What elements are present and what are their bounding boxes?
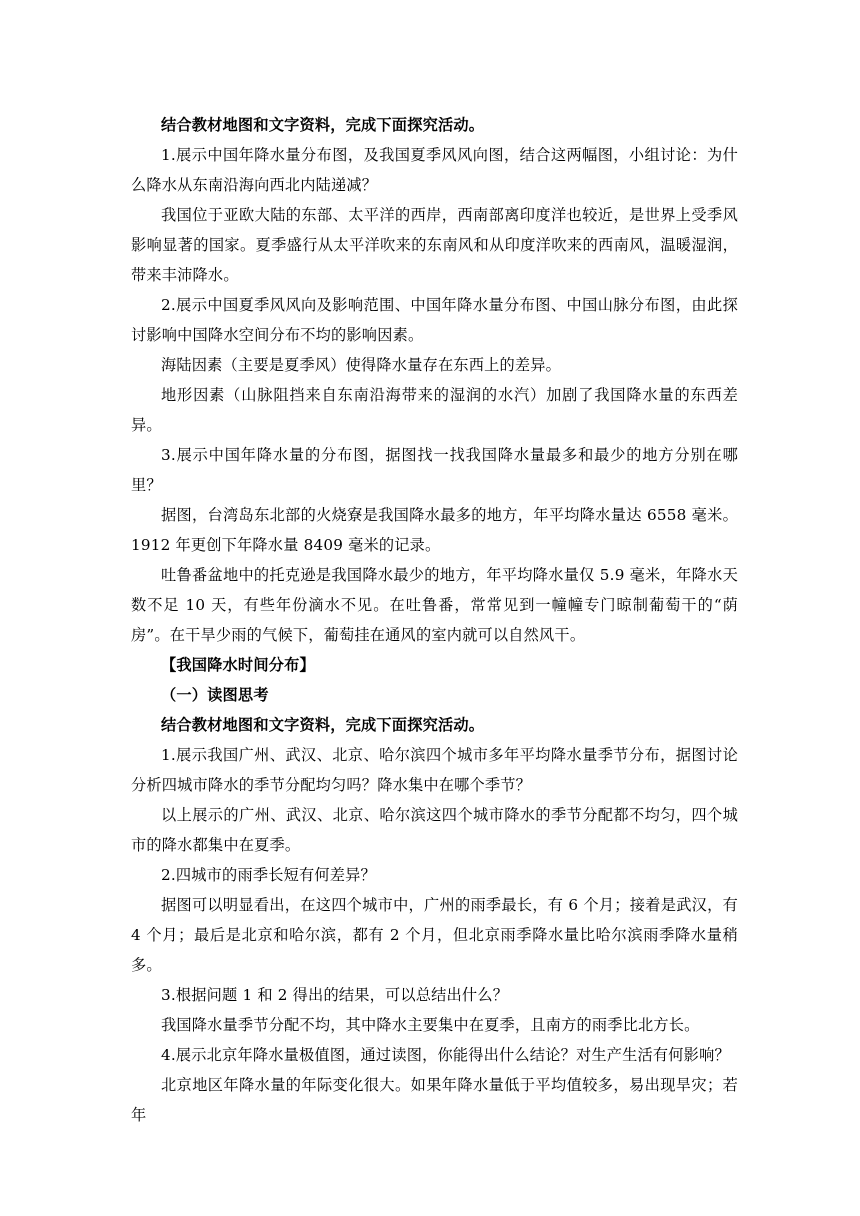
paragraph-question-2: 2.展示中国夏季风风向及影响范围、中国年降水量分布图、中国山脉分布图，由此探讨影响中国降水空间分布不均的影响因素。 bbox=[131, 296, 738, 344]
paragraph-answer-t2: 据图可以明显看出，在这四个城市中，广州的雨季最长，有 6 个月；接着是武汉，有 4 个月；最后是北京和哈尔滨，都有 2 个月，但北京雨季降水量比哈尔滨雨季降水量稍多。 bbox=[131, 896, 738, 974]
paragraph-question-3: 3.展示中国年降水量的分布图，据图找一找我国降水量最多和最少的地方分别在哪里？ bbox=[131, 446, 738, 494]
paragraph-question-t3: 3.根据问题 1 和 2 得出的结果，可以总结出什么？ bbox=[161, 986, 509, 1004]
paragraph-question-t2: 2.四城市的雨季长短有何差异？ bbox=[161, 866, 376, 884]
paragraph-answer-t1: 以上展示的广州、武汉、北京、哈尔滨这四个城市降水的季节分配都不均匀，四个城市的降水都集中在夏季。 bbox=[131, 806, 738, 854]
paragraph-answer-3b: 吐鲁番盆地中的托克逊是我国降水最少的地方，年平均降水量仅 5.9 毫米，年降水天数不足 10 天，有些年份滴水不见。在吐鲁番，常常见到一幢幢专门晾制葡萄干的“荫房”。在干旱少雨的气候下，葡萄挂在通风的室内就可以自然风干。 bbox=[131, 566, 738, 644]
paragraph-answer-2a: 海陆因素（主要是夏季风）使得降水量存在东西上的差异。 bbox=[161, 356, 562, 374]
paragraph-answer-3a: 据图，台湾岛东北部的火烧寮是我国降水最多的地方，年平均降水量达 6558 毫米。1912 年更创下年降水量 8409 毫米的记录。 bbox=[131, 506, 738, 554]
paragraph-answer-1: 我国位于亚欧大陆的东部、太平洋的西岸，西南部离印度洋也较近，是世界上受季风影响显著的国家。夏季盛行从太平洋吹来的东南风和从印度洋吹来的西南风，温暖湿润，带来丰沛降水。 bbox=[131, 206, 738, 284]
paragraph-answer-t4: 北京地区年降水量的年际变化很大。如果年降水量低于平均值较多，易出现旱灾；若年 bbox=[131, 1076, 738, 1124]
paragraph-question-1: 1.展示中国年降水量分布图，及我国夏季风风向图，结合这两幅图，小组讨论：为什么降水从东南沿海向西北内陆递减？ bbox=[131, 146, 738, 194]
subsection-heading: （一）读图思考 bbox=[161, 686, 269, 704]
paragraph-answer-2b: 地形因素（山脉阻挡来自东南沿海带来的湿润的水汽）加剧了我国降水量的东西差异。 bbox=[131, 386, 738, 434]
section-heading: 【我国降水时间分布】 bbox=[161, 656, 315, 674]
paragraph-instruction-2: 结合教材地图和文字资料，完成下面探究活动。 bbox=[161, 716, 485, 734]
paragraph-instruction-1: 结合教材地图和文字资料，完成下面探究活动。 bbox=[161, 116, 485, 134]
paragraph-question-t4: 4.展示北京年降水量极值图，通过读图，你能得出什么结论？对生产生活有何影响？ bbox=[161, 1046, 730, 1064]
paragraph-question-t1: 1.展示我国广州、武汉、北京、哈尔滨四个城市多年平均降水量季节分布，据图讨论分析四城市降水的季节分配均匀吗？降水集中在哪个季节？ bbox=[131, 746, 738, 794]
paragraph-answer-t3: 我国降水量季节分配不均，其中降水主要集中在夏季，且南方的雨季比北方长。 bbox=[161, 1016, 700, 1034]
